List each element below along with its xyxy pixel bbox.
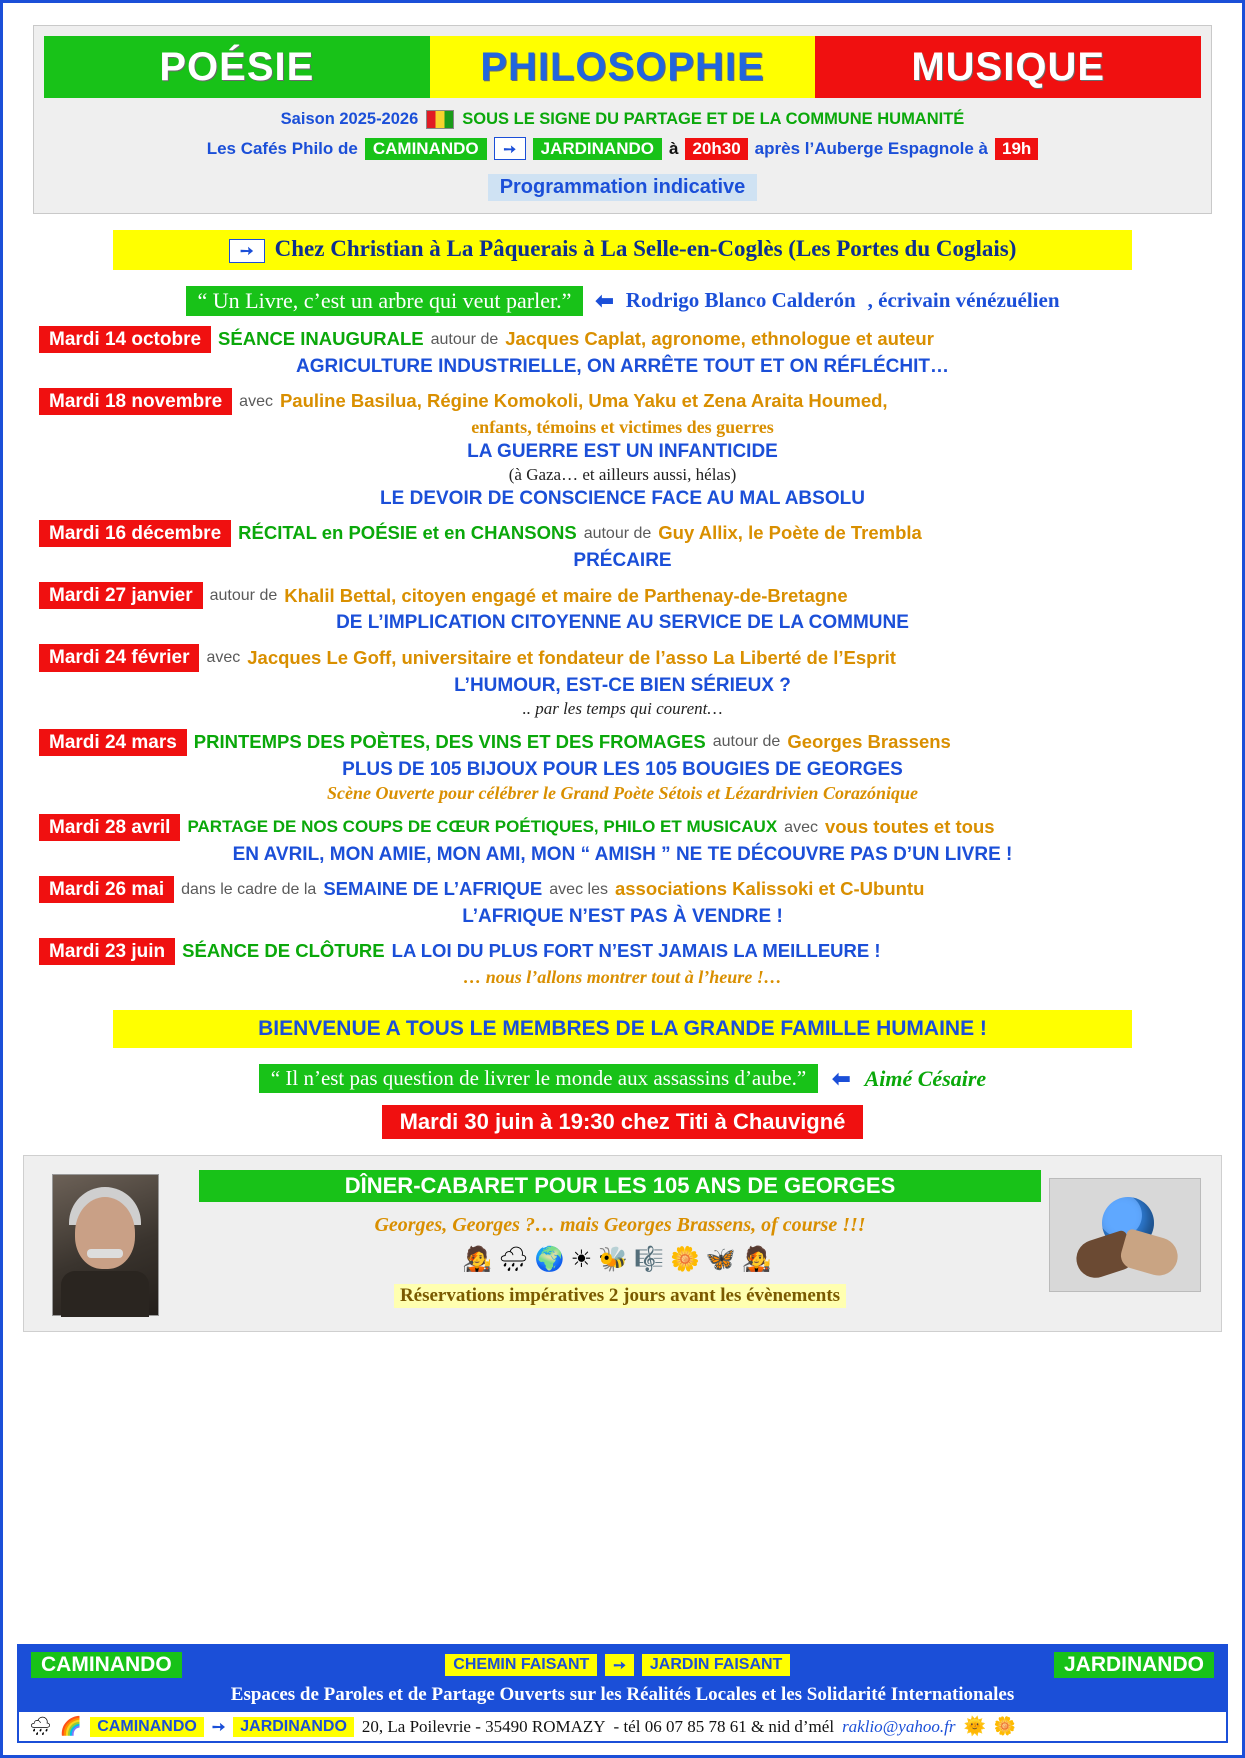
- earth-icon: 🌍: [534, 1246, 571, 1274]
- entry-subtitle-2: LE DEVOIR DE CONSCIENCE FACE AU MAL ABSOLU: [380, 488, 865, 510]
- entry-note: … nous l’allons montrer tout à l’heure !…: [463, 967, 782, 988]
- footer-phone: - tél 06 07 85 78 61 & nid d’mél: [613, 1716, 835, 1736]
- time-badge: 20h30: [685, 138, 747, 160]
- cabaret-title: DÎNER-CABARET POUR LES 105 ANS DE GEORGES: [199, 1170, 1041, 1202]
- entry-headline: [21, 326, 1224, 353]
- bottom-quote: [3, 1064, 1242, 1093]
- entry-headline: [21, 388, 1224, 415]
- bee-icon: 🐝: [598, 1246, 635, 1274]
- entry-subtitle: EN AVRIL, MON AMIE, MON AMI, MON “ AMISH ” NE TE DÉCOUVRE PAS D’UN LIVRE !: [232, 843, 1013, 865]
- entry-date: Mardi 16 décembre: [39, 520, 231, 547]
- entry-date: Mardi 14 octobre: [39, 326, 211, 353]
- cafes-label: Les Cafés Philo de: [206, 138, 358, 158]
- poster-header: [33, 25, 1212, 214]
- entry-note: Scène Ouverte pour célébrer le Grand Poète Sétois et Lézardrivien Corazónique: [327, 782, 918, 803]
- top-quote-author-desc: , écrivain vénézuélien: [867, 288, 1060, 313]
- entry-headline: [21, 582, 1224, 609]
- program-entry: [21, 644, 1224, 718]
- entry-guest: Khalil Bettal, citoyen engagé et maire de Parthenay-de-Bretagne: [284, 584, 848, 606]
- sun-icon: ☀: [570, 1246, 599, 1274]
- entry-guest: vous toutes et tous: [824, 816, 995, 838]
- footer-jardin-faisant: JARDIN FAISANT: [642, 1654, 790, 1676]
- sun-icon-footer: 🌞: [963, 1716, 986, 1736]
- entry-guest-2: enfants, témoins et victimes des guerres: [471, 417, 774, 438]
- entry-connector: avec: [784, 818, 818, 836]
- entry-guest: Pauline Basilua, Régine Komokoli, Uma Yaku et Zena Araita Houmed,: [279, 390, 888, 412]
- entry-date: Mardi 18 novembre: [39, 388, 232, 415]
- entry-headline: [21, 520, 1224, 547]
- entry-connector: autour de: [430, 330, 499, 348]
- arrow-right-icon-venue: ➙: [229, 239, 265, 263]
- programmation-line: [44, 174, 1201, 201]
- program-entry: [21, 520, 1224, 572]
- entry-subtitle: AGRICULTURE INDUSTRIELLE, ON ARRÊTE TOUT ET ON RÉFLÉCHIT…: [295, 355, 950, 377]
- flower-icon-footer: 🌼: [993, 1716, 1017, 1736]
- entry-connector: autour de: [209, 587, 278, 605]
- entry-subtitle: L’AFRIQUE N’EST PAS À VENDRE !: [462, 906, 783, 928]
- arrow-right-icon-contact: ➙: [211, 1718, 226, 1736]
- cloud-rain-icon: 🌧: [29, 1716, 52, 1736]
- cafes-line: [44, 137, 1201, 160]
- footer-jardinando-badge: JARDINANDO: [233, 1717, 354, 1737]
- footer-top-row: [19, 1646, 1226, 1680]
- entry-subtitle: PRÉCAIRE: [573, 550, 672, 572]
- top-quote: [3, 286, 1242, 316]
- rainbow-icon: 🌈: [59, 1716, 83, 1736]
- footer-address: 20, La Poilevrie - 35490 ROMAZY: [361, 1716, 606, 1736]
- entry-headline: [21, 876, 1224, 903]
- season-motto: SOUS LE SIGNE DU PARTAGE ET DE LA COMMUNE HUMANITÉ: [462, 110, 965, 128]
- entry-headline: [21, 644, 1224, 671]
- banner-musique: MUSIQUE: [815, 36, 1201, 98]
- time2-badge: 19h: [995, 138, 1038, 160]
- entry-guest: Jacques Le Goff, universitaire et fondateur de l’asso La Liberté de l’Esprit: [247, 646, 896, 668]
- hands-globe-image: [1049, 1178, 1201, 1292]
- entry-date: Mardi 24 février: [39, 644, 199, 671]
- program-entries: [21, 326, 1224, 989]
- entry-subtitle: L’HUMOUR, EST-CE BIEN SÉRIEUX ?: [454, 674, 791, 696]
- footer-middle-badges: [445, 1654, 790, 1676]
- program-entry: [21, 938, 1224, 988]
- flag-icon: [426, 110, 454, 129]
- programmation-badge: Programmation indicative: [488, 174, 758, 201]
- footer-contact-row: [19, 1712, 1226, 1741]
- entry-connector: dans le cadre de la: [181, 880, 317, 898]
- entry-headline: [21, 729, 1224, 756]
- entry-guest: Guy Allix, le Poète de Trembla: [658, 522, 922, 544]
- bottom-quote-text: “ Il n’est pas question de livrer le monde aux assassins d’aube.”: [259, 1064, 818, 1093]
- entry-guest: associations Kalissoki et C-Ubuntu: [614, 878, 925, 900]
- entry-date: Mardi 27 janvier: [39, 582, 203, 609]
- poster-footer: [17, 1644, 1228, 1743]
- entry-lead-blue: SEMAINE DE L’AFRIQUE: [323, 878, 543, 900]
- arrow-left-icon-bottom: ⬅: [832, 1065, 851, 1091]
- entry-connector: avec: [206, 649, 241, 667]
- entry-subtitle: PLUS DE 105 BIJOUX POUR LES 105 BOUGIES DE GEORGES: [342, 758, 903, 780]
- banner-poesie: POÉSIE: [44, 36, 430, 98]
- singer-icon-2: 🧑‍🎤: [741, 1246, 778, 1274]
- program-entry: [21, 582, 1224, 634]
- entry-lead: SÉANCE DE CLÔTURE: [182, 940, 385, 962]
- top-quote-text: “ Un Livre, c’est un arbre qui veut parler.”: [186, 286, 584, 316]
- emoji-row: [199, 1245, 1041, 1274]
- portrait-body: [61, 1271, 149, 1317]
- entry-lead: RÉCITAL en POÉSIE et en CHANSONS: [238, 522, 577, 544]
- entry-headline: [21, 938, 1224, 965]
- singer-icon: 🧑‍🎤: [462, 1246, 499, 1274]
- rain-icon: 🌧: [498, 1246, 535, 1274]
- entry-subtitle: DE L’IMPLICATION CITOYENNE AU SERVICE DE LA COMMUNE: [336, 612, 909, 634]
- footer-caminando: CAMINANDO: [31, 1652, 182, 1678]
- entry-date: Mardi 28 avril: [39, 814, 180, 841]
- entry-guest: Jacques Caplat, agronome, ethnologue et auteur: [505, 328, 934, 350]
- butterfly-icon: 🦋: [705, 1246, 742, 1274]
- portrait-face: [75, 1197, 135, 1269]
- top-quote-author: Rodrigo Blanco Calderón: [625, 288, 856, 313]
- entry-headline: [21, 814, 1224, 841]
- cabaret-subtitle: Georges, Georges ?… mais Georges Brassens, of course !!!: [374, 1214, 866, 1237]
- brassens-portrait-image: [52, 1174, 159, 1316]
- cabaret-section: [23, 1155, 1222, 1332]
- after-label: après l’Auberge Espagnole à: [754, 138, 989, 158]
- at-label: à: [668, 138, 679, 158]
- program-entry: [21, 388, 1224, 510]
- program-entry: [21, 814, 1224, 866]
- season-line: [44, 110, 1201, 129]
- jardinando-badge: JARDINANDO: [533, 138, 662, 160]
- hand-light: [1118, 1228, 1182, 1280]
- program-entry: [21, 326, 1224, 378]
- banner-philosophie: PHILOSOPHIE: [430, 36, 816, 98]
- entry-subtitle: LA GUERRE EST UN INFANTICIDE: [467, 441, 778, 463]
- reservation-note: Réservations impératives 2 jours avant les évènements: [394, 1284, 846, 1308]
- welcome-banner: BIENVENUE A TOUS LE MEMBRES DE LA GRANDE FAMILLE HUMAINE !: [113, 1010, 1132, 1048]
- entry-lead-blue: LA LOI DU PLUS FORT N’EST JAMAIS LA MEILLEURE !: [391, 940, 881, 962]
- caminando-badge: CAMINANDO: [365, 138, 487, 160]
- arrow-right-icon-footer: ➙: [605, 1654, 634, 1676]
- entry-guest: Georges Brassens: [787, 730, 951, 752]
- season-label: Saison 2025-2026: [280, 110, 419, 128]
- bottom-quote-author: Aimé Césaire: [864, 1065, 987, 1091]
- entry-connector: autour de: [712, 733, 781, 751]
- entry-lead: PRINTEMPS DES POÈTES, DES VINS ET DES FROMAGES: [193, 730, 706, 752]
- venue-text: Chez Christian à La Pâquerais à La Selle-en-Coglès (Les Portes du Coglais): [274, 236, 1017, 261]
- footer-tagline: Espaces de Paroles et de Partage Ouverts sur les Réalités Locales et les Solidarité Internationales: [230, 1684, 1015, 1705]
- dinner-date-badge: Mardi 30 juin à 19:30 chez Titi à Chauvigné: [382, 1105, 864, 1139]
- program-entry: [21, 729, 1224, 804]
- music-note-icon: 🎼: [634, 1246, 670, 1274]
- footer-chemin-faisant: CHEMIN FAISANT: [445, 1654, 597, 1676]
- venue-banner: [113, 230, 1132, 270]
- entry-note: .. par les temps qui courent…: [522, 698, 723, 718]
- entry-lead: SÉANCE INAUGURALE: [218, 328, 424, 350]
- footer-jardinando: JARDINANDO: [1054, 1652, 1214, 1678]
- entry-date: Mardi 24 mars: [39, 729, 187, 756]
- cabaret-text-block: [199, 1170, 1041, 1308]
- portrait-moustache: [87, 1249, 123, 1258]
- entry-connector-2: avec les: [549, 880, 608, 898]
- entry-note: (à Gaza… et ailleurs aussi, hélas): [508, 465, 737, 485]
- title-banner: [44, 36, 1201, 98]
- entry-connector: autour de: [583, 524, 652, 542]
- entry-date: Mardi 23 juin: [39, 938, 175, 965]
- arrow-right-icon: ➙: [494, 137, 526, 160]
- entry-date: Mardi 26 mai: [39, 876, 174, 903]
- entry-connector: avec: [239, 392, 273, 410]
- entry-lead: PARTAGE DE NOS COUPS DE CŒUR POÉTIQUES, PHILO ET MUSICAUX: [187, 816, 778, 836]
- program-entry: [21, 876, 1224, 928]
- footer-email[interactable]: raklio@yahoo.fr: [842, 1716, 956, 1736]
- flower-icon: 🌼: [669, 1246, 706, 1274]
- arrow-left-icon: ⬅: [595, 287, 614, 313]
- footer-caminando-badge: CAMINANDO: [90, 1717, 204, 1737]
